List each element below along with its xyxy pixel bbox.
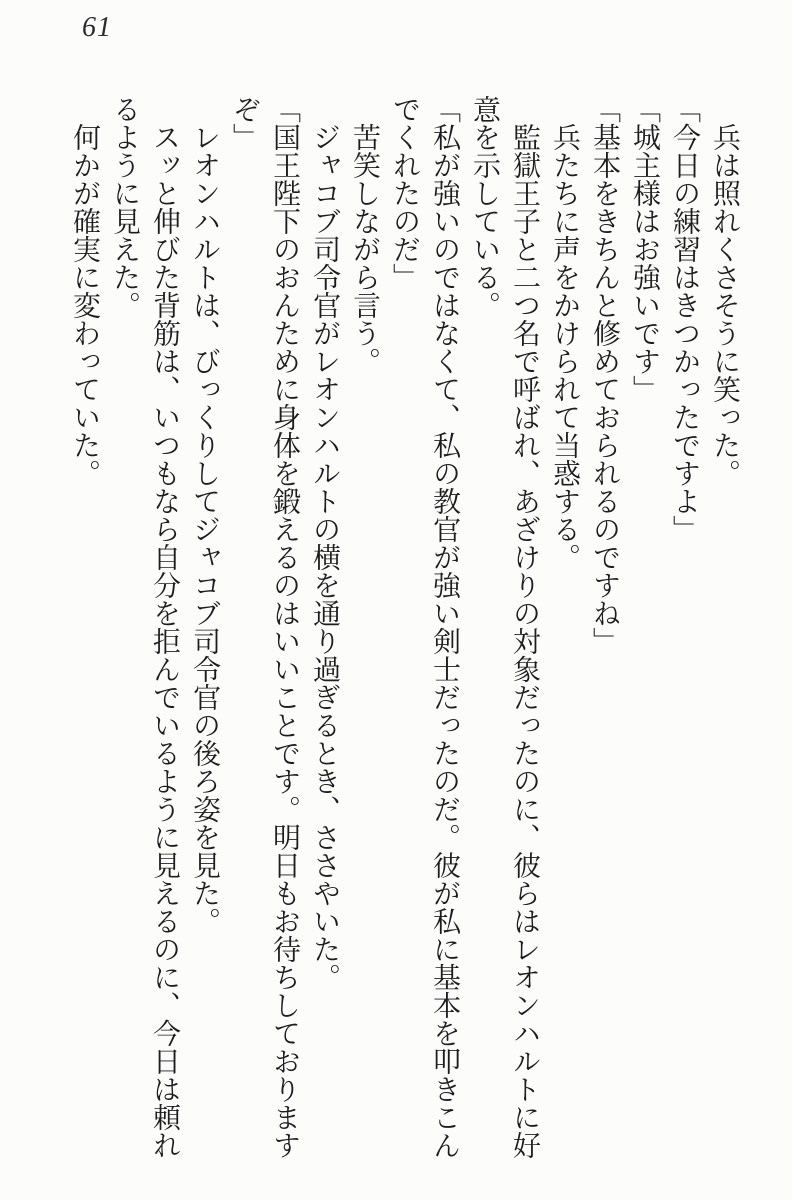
text-line: スッと伸びた背筋は、いつもなら自分を拒んでいるように見えるのに、今日は頼れ xyxy=(149,95,180,1159)
text-line: 「私が強いのではなくて、私の教官が強い剣士だったのだ。彼が私に基本を叩きこん xyxy=(429,95,460,1159)
text-line: 意を示している。 xyxy=(469,95,500,319)
text-line: レオンハルトは、びっくりしてジャコブ司令官の後ろ姿を見た。 xyxy=(189,95,220,935)
text-line: 監獄王子と二つ名で呼ばれ、あざけりの対象だったのに、彼らはレオンハルトに好 xyxy=(509,95,540,1159)
text-line: 兵は照れくさそうに笑った。 xyxy=(709,95,740,487)
text-line: 苦笑しながら言う。 xyxy=(349,95,380,375)
text-line: でくれたのだ」 xyxy=(389,95,420,291)
text-line: 何かが確実に変わっていた。 xyxy=(69,95,100,487)
text-line: ぞ」 xyxy=(229,95,260,151)
body-text xyxy=(64,95,744,1167)
page-number: 61 xyxy=(82,12,112,43)
text-line: るように見えた。 xyxy=(109,95,140,319)
text-line: 「今日の練習はきつかったですよ」 xyxy=(669,95,700,543)
text-line: 「城主様はお強いです」 xyxy=(629,95,660,403)
text-line: 「国王陛下のおんために身体を鍛えるのはいいことです。明日もお待ちしております xyxy=(269,95,300,1159)
text-line: 兵たちに声をかけられて当惑する。 xyxy=(549,95,580,571)
text-line: 「基本をきちんと修めておられるのですね」 xyxy=(589,95,620,655)
text-line: ジャコブ司令官がレオンハルトの横を通り過ぎるとき、ささやいた。 xyxy=(309,95,340,991)
